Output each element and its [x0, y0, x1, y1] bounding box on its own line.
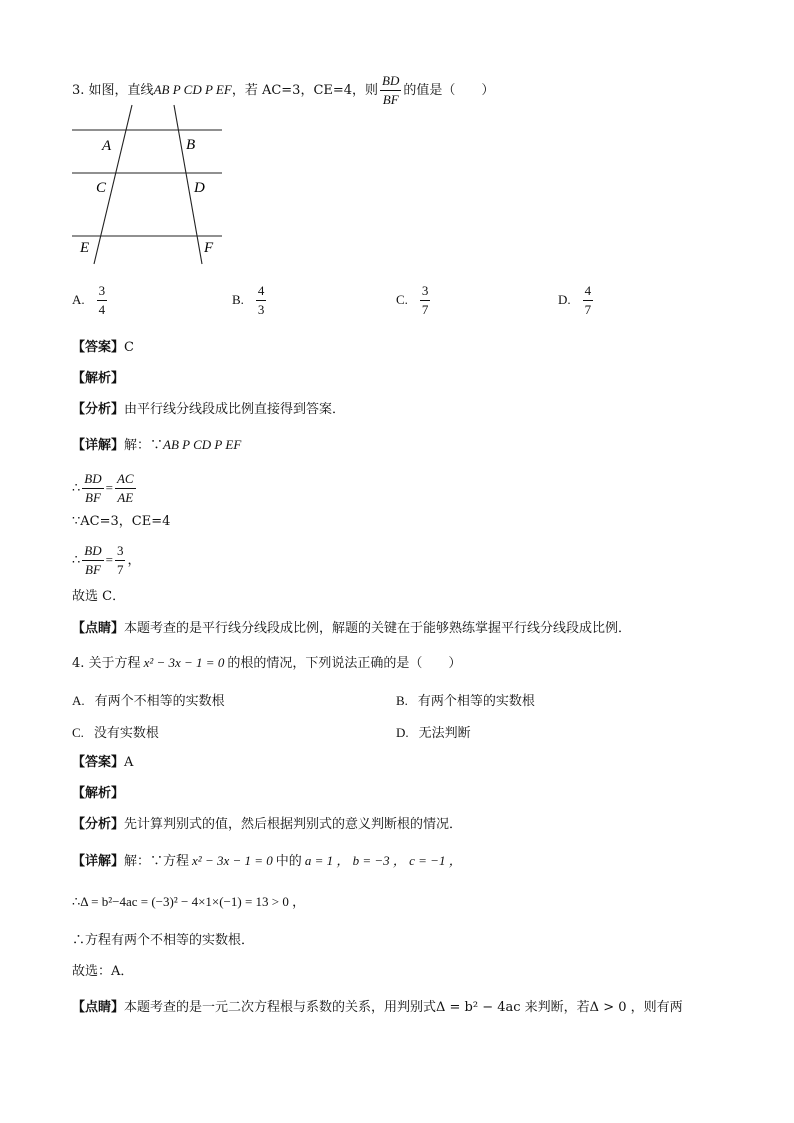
q3-detail [72, 435, 241, 456]
fenxi-text: 由平行线分线段成比例直接得到答案． [124, 402, 346, 417]
because-text: ∵AC=3，CE=4 [72, 514, 171, 529]
q4-option-b[interactable] [396, 690, 535, 709]
q4-delta [72, 892, 305, 913]
option-den: 4 [98, 302, 106, 317]
eq1-right-den: AE [117, 490, 134, 505]
analysis-tag: 【解析】 [72, 786, 125, 801]
fenxi-tag: 【分析】 [72, 402, 125, 417]
analysis-tag: 【解析】 [72, 371, 125, 386]
option-text: 有两个不相等的实数根 [94, 694, 225, 709]
option-label: A. [72, 292, 85, 307]
label-a: A [102, 138, 112, 154]
q3-because [72, 512, 170, 532]
q3-option-b[interactable] [232, 282, 268, 319]
eq2-right-num: 3 [115, 542, 126, 561]
option-fraction [256, 282, 267, 319]
q4-dianjing [72, 998, 683, 1018]
option-den: 7 [421, 302, 429, 317]
option-fraction [583, 282, 594, 319]
q4-option-c[interactable] [72, 722, 159, 741]
option-den: 7 [584, 302, 592, 317]
q4-stem-pre: 关于方程 [88, 656, 141, 671]
detail-tag: 【详解】 [72, 438, 125, 453]
q4-equation: x² − 3x − 1 = 0 [143, 655, 225, 670]
detail-mid: 中的 [275, 854, 302, 869]
eq1-right [115, 470, 136, 507]
q4-detail [72, 851, 462, 872]
option-num: 3 [420, 282, 431, 301]
label-e: E [80, 240, 90, 256]
option-text: 没有实数根 [93, 726, 159, 741]
option-label: B. [232, 292, 244, 307]
option-num: 4 [256, 282, 267, 301]
q3-tail: 的值是（ ） [403, 83, 495, 98]
option-fraction [97, 282, 108, 319]
q3-equation-1: ∴ $\frac{BD}{BF}$ = $\frac{AC}{AE}$ [72, 471, 134, 505]
q3-cond: ，若 AC=3，CE=4，则 [231, 83, 379, 98]
q3-option-a[interactable] [72, 282, 109, 319]
q3-frac-num: BD [380, 72, 401, 91]
q3-parallel: AB P CD P EF [153, 82, 232, 97]
option-label: B. [396, 693, 408, 708]
q4-choose [72, 962, 133, 982]
option-label: D. [558, 292, 571, 307]
label-c: C [96, 180, 107, 196]
eq2-left-den: BF [85, 562, 101, 577]
eq2-left-num: BD [82, 542, 103, 561]
detail-equation: x² − 3x − 1 = 0 [192, 853, 273, 868]
choose-text: 故选：A． [72, 964, 134, 979]
eq1-left-den: BF [85, 490, 101, 505]
q4-answer [72, 753, 133, 773]
q4-conclusion [72, 931, 254, 951]
option-label: A. [72, 693, 85, 708]
answer-value: A [124, 755, 134, 770]
eq2-left [82, 542, 103, 579]
choose-text: 故选 C． [72, 589, 126, 604]
q3-number: 3. [72, 83, 85, 98]
detail-intro: 解：∵ [124, 438, 164, 453]
dianjing-text: 本题考查的是平行线分线段成比例，解题的关键在于能够熟练掌握平行线分线段成比例． [124, 621, 632, 636]
fenxi-tag: 【分析】 [72, 817, 125, 832]
option-fraction [420, 282, 431, 319]
therefore-symbol: ∴ [72, 553, 81, 568]
detail-parallel: AB P CD P EF [163, 437, 242, 452]
option-num: 4 [583, 282, 594, 301]
option-label: D. [396, 725, 409, 740]
q3-analysis-heading [72, 369, 124, 389]
option-text: 有两个相等的实数根 [417, 694, 535, 709]
q3-intro: 如图，直线 [88, 83, 154, 98]
option-text: 无法判断 [418, 726, 471, 741]
answer-tag: 【答案】 [72, 755, 125, 770]
detail-coefficients: a = 1 ， b = −3 ， c = −1 ， [304, 853, 462, 868]
detail-tag: 【详解】 [72, 854, 125, 869]
q4-fenxi [72, 815, 462, 835]
q3-option-c[interactable] [396, 282, 432, 319]
q4-option-a[interactable] [72, 690, 225, 709]
dianjing-tag: 【点睛】 [72, 1000, 125, 1015]
label-f: F [204, 240, 214, 256]
q3-dianjing [72, 619, 631, 639]
therefore-symbol: ∴ [72, 481, 81, 496]
eq2-tail: ， [127, 553, 141, 568]
q3-choose [72, 587, 125, 607]
option-label: C. [72, 725, 84, 740]
parallel-lines-figure [66, 100, 236, 270]
eq1-left-num: BD [82, 470, 103, 489]
answer-tag: 【答案】 [72, 340, 125, 355]
eq1-right-num: AC [115, 470, 136, 489]
q4-stem [72, 653, 461, 674]
conclusion-text: ∴方程有两个不相等的实数根． [72, 933, 255, 948]
option-label: C. [396, 292, 408, 307]
label-b: B [186, 137, 196, 153]
option-num: 3 [97, 282, 108, 301]
detail-pre: 解：∵方程 [124, 854, 190, 869]
dianjing-tag: 【点睛】 [72, 621, 125, 636]
q3-fraction [380, 72, 401, 109]
label-d: D [194, 180, 205, 196]
answer-value: C [124, 340, 134, 355]
q4-option-d[interactable] [396, 722, 471, 741]
q3-fenxi [72, 400, 345, 420]
delta-line: ∴Δ = b²−4ac = (−3)² − 4×1×(−1) = 13 > 0 ， [72, 894, 306, 909]
eq2-right [115, 542, 126, 579]
q4-stem-post: 的根的情况，下列说法正确的是（ ） [227, 656, 462, 671]
q3-answer [72, 338, 134, 358]
option-den: 3 [257, 302, 265, 317]
q3-option-d[interactable] [558, 282, 595, 319]
eq2-right-den: 7 [116, 562, 124, 577]
eq1-left [82, 470, 103, 507]
fenxi-text: 先计算判别式的值，然后根据判别式的意义判断根的情况． [124, 817, 463, 832]
q3-frac-den: BF [382, 92, 399, 107]
q4-analysis-heading [72, 784, 124, 804]
q3-equation-2: ∴ $\frac{BD}{BF}$ = $\frac{3}{7}$ ， [72, 543, 141, 577]
dianjing-text: 本题考查的是一元二次方程根与系数的关系，用判别式Δ = b² − 4ac 来判断，若Δ > 0 ，则有两 [124, 1000, 683, 1015]
q4-number: 4. [72, 656, 85, 671]
